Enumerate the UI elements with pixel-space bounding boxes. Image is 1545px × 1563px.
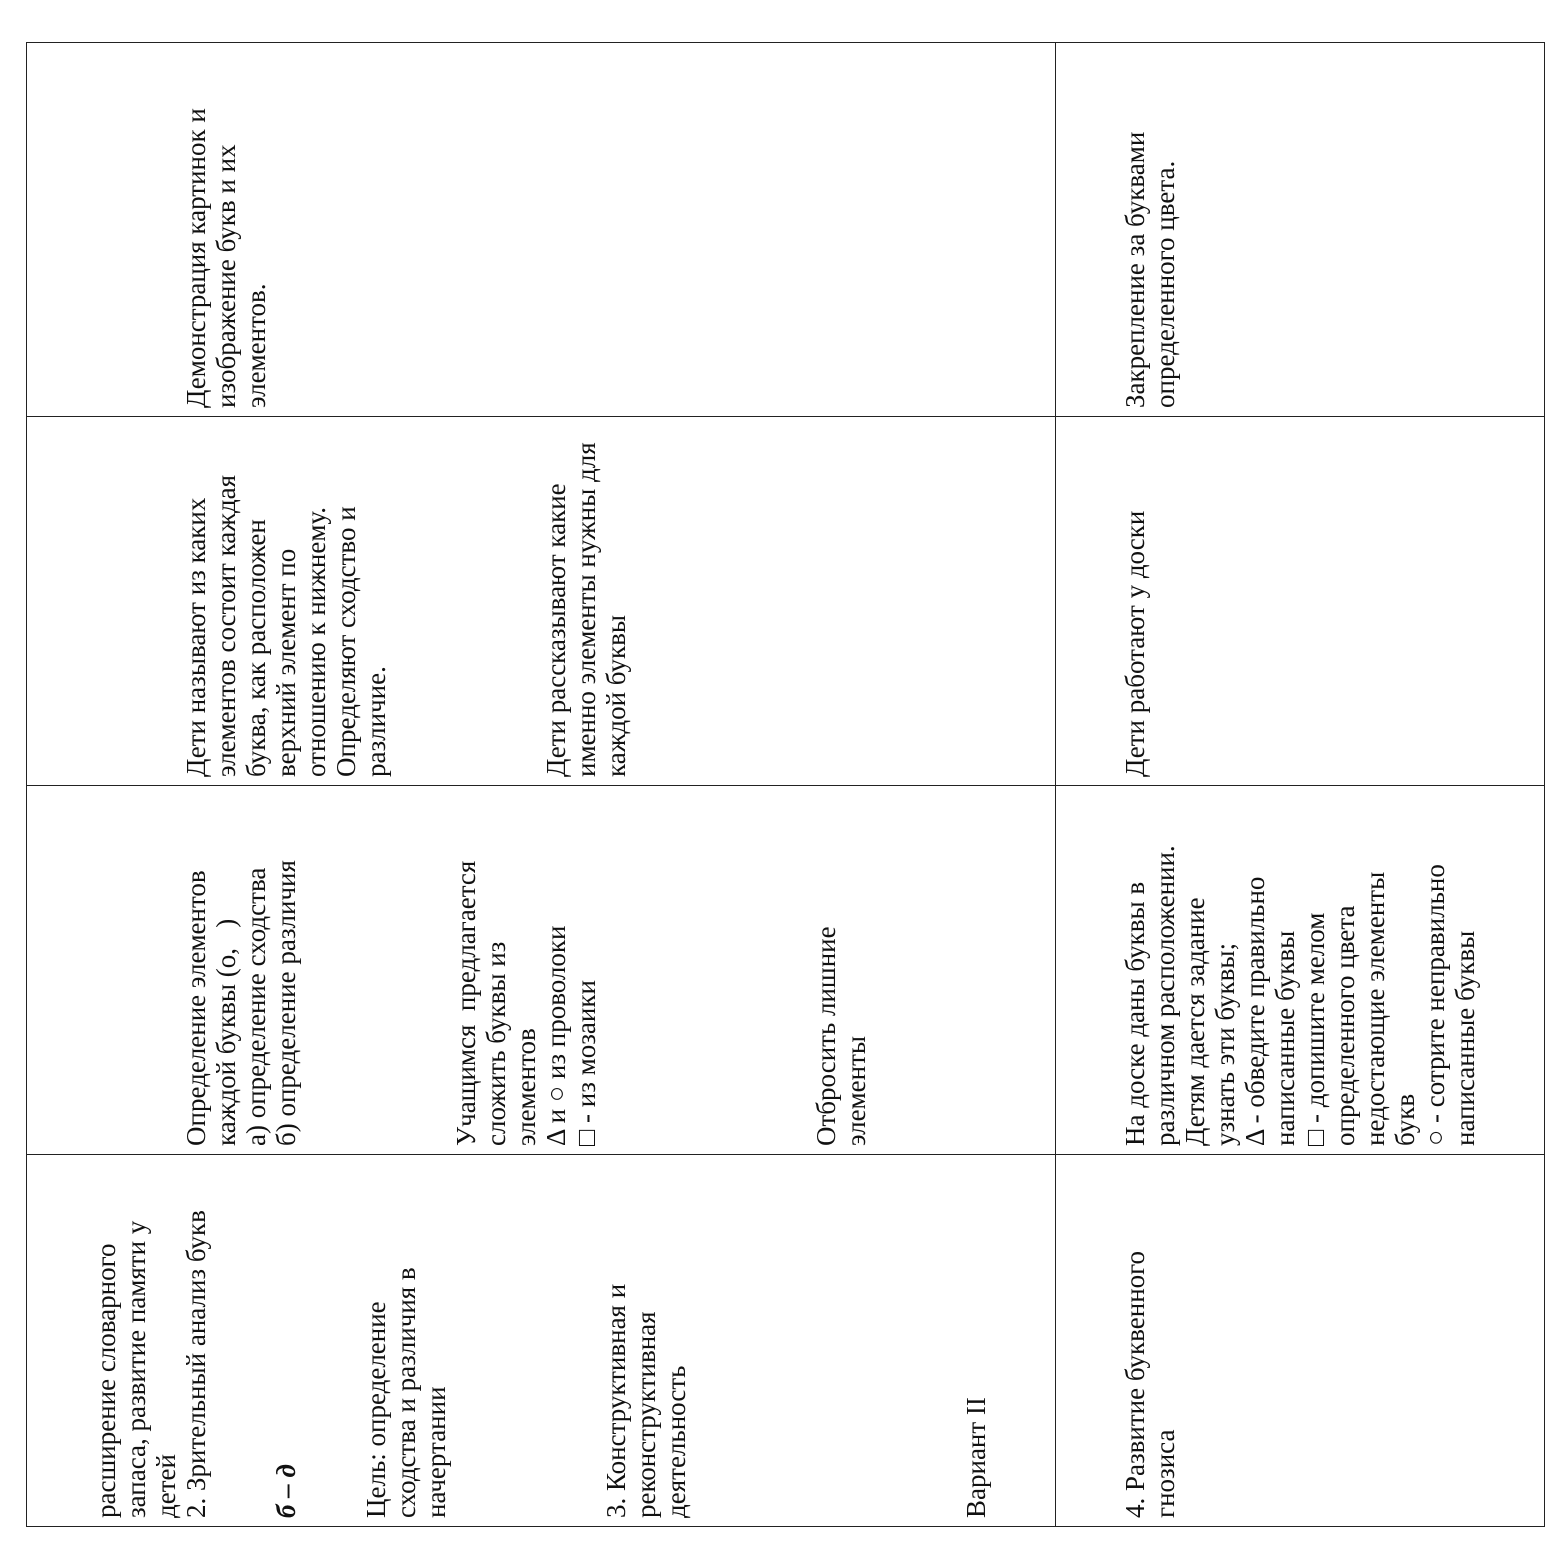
children-telling-text: Дети рассказывают какие именно элементы нужны для каждой буквы xyxy=(541,442,631,777)
gnosis-text: 4. Развитие буквенного гнозиса xyxy=(1120,1250,1180,1518)
stage-text: расширение словарного запаса, развитие памяти у детей 2. Зрительный анализ букв xyxy=(91,1210,211,1518)
notes-cell xyxy=(27,43,1056,417)
task-text: Учащимся предлагается сложить буквы из элементов Δ и ○ из проволоки □ - из мозаики xyxy=(451,860,601,1146)
children-naming-text: Дети называют из каких элементов состоит каждая буква, как расположен верхний элемент по отношению к нижнему. Определяют сходство и различие. xyxy=(181,474,391,777)
letters-label: б – д xyxy=(271,1464,301,1518)
children-activity-cell xyxy=(1056,417,1545,786)
table-row xyxy=(27,43,1056,1527)
children-activity-cell xyxy=(27,417,1056,786)
goal-text: Цель: определение сходства и различия в начертании xyxy=(361,1267,451,1518)
lesson-plan-table xyxy=(26,42,1545,1527)
elements-text: Определение элементов каждой буквы (о, ) а) определение сходства б) определение различия xyxy=(181,860,301,1146)
construct-text: 3. Конструктивная и реконструктивная деятельность xyxy=(601,1283,691,1518)
variant-label: Вариант II xyxy=(961,1397,991,1518)
stage-cell xyxy=(1056,1155,1545,1527)
notes-cell xyxy=(1056,43,1545,417)
board-work-text: Дети работают у доски xyxy=(1120,510,1150,777)
discard-text: Отбросить лишние элементы xyxy=(811,926,871,1146)
color-fixing-text: Закрепление за буквами определенного цвета. xyxy=(1120,131,1180,408)
stage-cell xyxy=(27,1155,1056,1527)
content-cell xyxy=(1056,786,1545,1155)
table-row xyxy=(1056,43,1545,1527)
rotated-page xyxy=(26,43,1480,1527)
board-task-text: На доске даны буквы в различном расположении. Детям дается задание узнать эти буквы; Δ - обведите правильно написанные буквы □ - допишите мелом определенного цвета недостающие элементы букв ○ - сотрите неправильно написанные буквы xyxy=(1120,845,1480,1146)
content-cell xyxy=(27,786,1056,1155)
demonstration-text: Демонстрация картинок и изображение букв и их элементов. xyxy=(181,108,271,408)
